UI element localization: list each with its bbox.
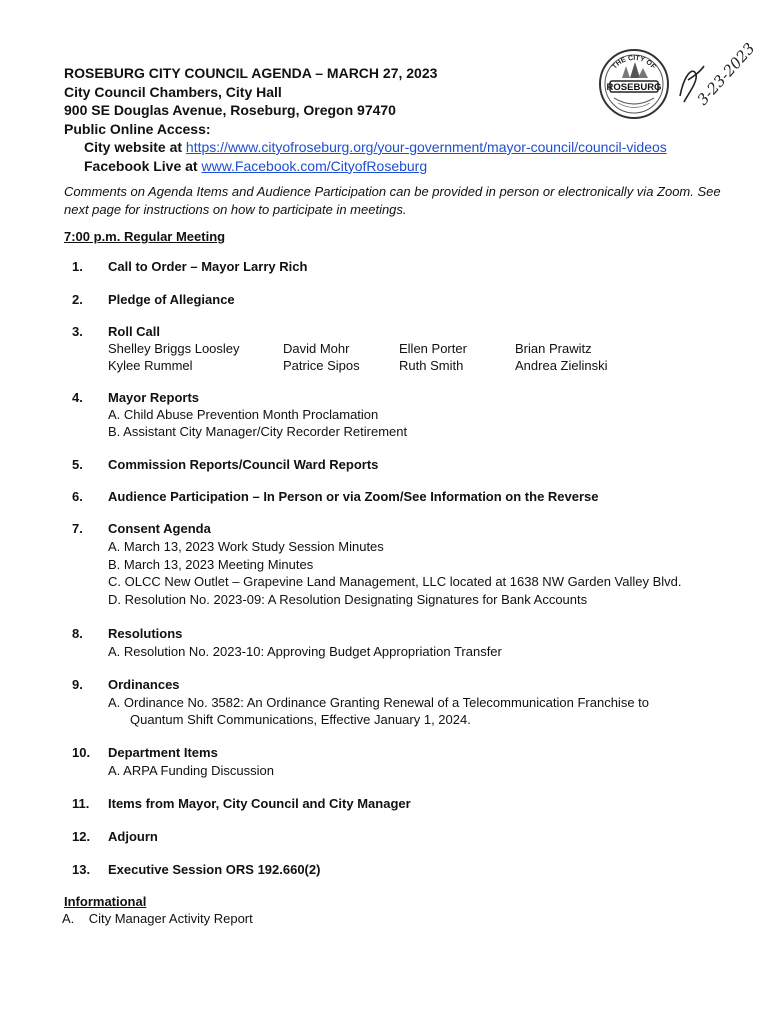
agenda-header — [64, 64, 667, 175]
facebook-line — [64, 157, 667, 176]
item-title: Adjourn — [108, 829, 158, 844]
item-number: 6. — [72, 489, 83, 504]
sub-item: A. Resolution No. 2023-10: Approving Budget Appropriation Transfer — [108, 644, 502, 659]
item-title: Commission Reports/Council Ward Reports — [108, 457, 379, 472]
facebook-label: Facebook Live at — [84, 157, 202, 174]
sub-item: D. Resolution No. 2023-09: A Resolution Designating Signatures for Bank Accounts — [108, 592, 588, 608]
item-number: 10. — [72, 745, 91, 760]
signature-icon — [674, 36, 760, 122]
item-number: 13. — [72, 862, 91, 877]
agenda-title: ROSEBURG CITY COUNCIL AGENDA – MARCH 27, 2023 — [64, 65, 438, 81]
venue-line: City Council Chambers, City Hall — [64, 83, 282, 100]
sub-item: C. OLCC New Outlet – Grapevine Land Management, LLC located at 1638 NW Garden Valley Blvd. — [108, 574, 682, 590]
facebook-link[interactable]: www.Facebook.com/CityofRoseburg — [201, 157, 428, 174]
signature-date: 3-23-2023 — [693, 39, 759, 109]
item-title: Items from Mayor, City Council and City Manager — [108, 796, 411, 811]
item-number: 1. — [72, 259, 83, 274]
council-member: Patrice Sipos — [283, 358, 360, 373]
item-number: 11. — [72, 796, 90, 811]
item-title: Resolutions — [108, 626, 183, 641]
item-title: Department Items — [108, 745, 218, 760]
address-line: 900 SE Douglas Avenue, Roseburg, Oregon 97470 — [64, 102, 396, 118]
item-title: Executive Session ORS 192.660(2) — [108, 862, 321, 877]
sub-item: A. ARPA Funding Discussion — [108, 763, 274, 778]
item-number: 8. — [72, 626, 83, 641]
council-member: Andrea Zielinski — [515, 358, 608, 373]
council-member: Brian Prawitz — [515, 341, 592, 356]
city-seal-icon — [598, 48, 670, 120]
meeting-time-heading: 7:00 p.m. Regular Meeting — [64, 229, 226, 244]
website-link[interactable]: https://www.cityofroseburg.org/your-government/mayor-council/council-videos — [185, 139, 667, 155]
seal-top-text: THE CITY OF — [611, 54, 657, 71]
item-number: 7. — [72, 521, 83, 536]
item-title: Call to Order – Mayor Larry Rich — [108, 259, 308, 274]
website-line — [64, 138, 667, 157]
item-number: 4. — [72, 390, 83, 405]
council-member: Ruth Smith — [399, 358, 464, 373]
informational-heading: Informational — [64, 894, 147, 909]
item-number: 9. — [72, 677, 83, 692]
council-member: David Mohr — [283, 341, 350, 356]
online-access-label: Public Online Access: — [64, 120, 211, 137]
item-title: Ordinances — [108, 677, 180, 692]
roll-call-list — [108, 340, 635, 374]
sub-item: B. Assistant City Manager/City Recorder Retirement — [108, 424, 408, 439]
participation-note: Comments on Agenda Items and Audience Participation can be provided in person or electronically via Zoom. See next page for instructions on how to participate in meetings. — [64, 184, 721, 217]
item-title: Roll Call — [108, 324, 161, 339]
sub-item: A. Child Abuse Prevention Month Proclamation — [108, 407, 379, 422]
sub-item: A. March 13, 2023 Work Study Session Minutes — [108, 538, 384, 554]
item-title: Consent Agenda — [108, 521, 211, 536]
website-label: City website at — [84, 139, 186, 155]
seal-name: ROSEBURG — [606, 82, 662, 93]
sub-item: A. Ordinance No. 3582: An Ordinance Granting Renewal of a Telecommunication Franchise to — [108, 694, 650, 710]
item-title: Pledge of Allegiance — [108, 292, 235, 307]
informational-item: A. City Manager Activity Report — [62, 911, 253, 926]
informational-section — [62, 893, 253, 927]
council-member: Shelley Briggs Loosley — [108, 341, 240, 356]
item-number: 3. — [72, 324, 83, 339]
item-title: Audience Participation – In Person or via Zoom/See Information on the Reverse — [108, 489, 599, 504]
item-number: 5. — [72, 457, 83, 472]
item-number: 2. — [72, 292, 83, 307]
item-number: 12. — [72, 829, 91, 844]
council-member: Kylee Rummel — [108, 358, 193, 373]
item-title: Mayor Reports — [108, 390, 200, 405]
sub-item-continuation: Quantum Shift Communications, Effective January 1, 2024. — [130, 712, 471, 727]
sub-item: B. March 13, 2023 Meeting Minutes — [108, 556, 314, 572]
council-member: Ellen Porter — [399, 341, 467, 356]
